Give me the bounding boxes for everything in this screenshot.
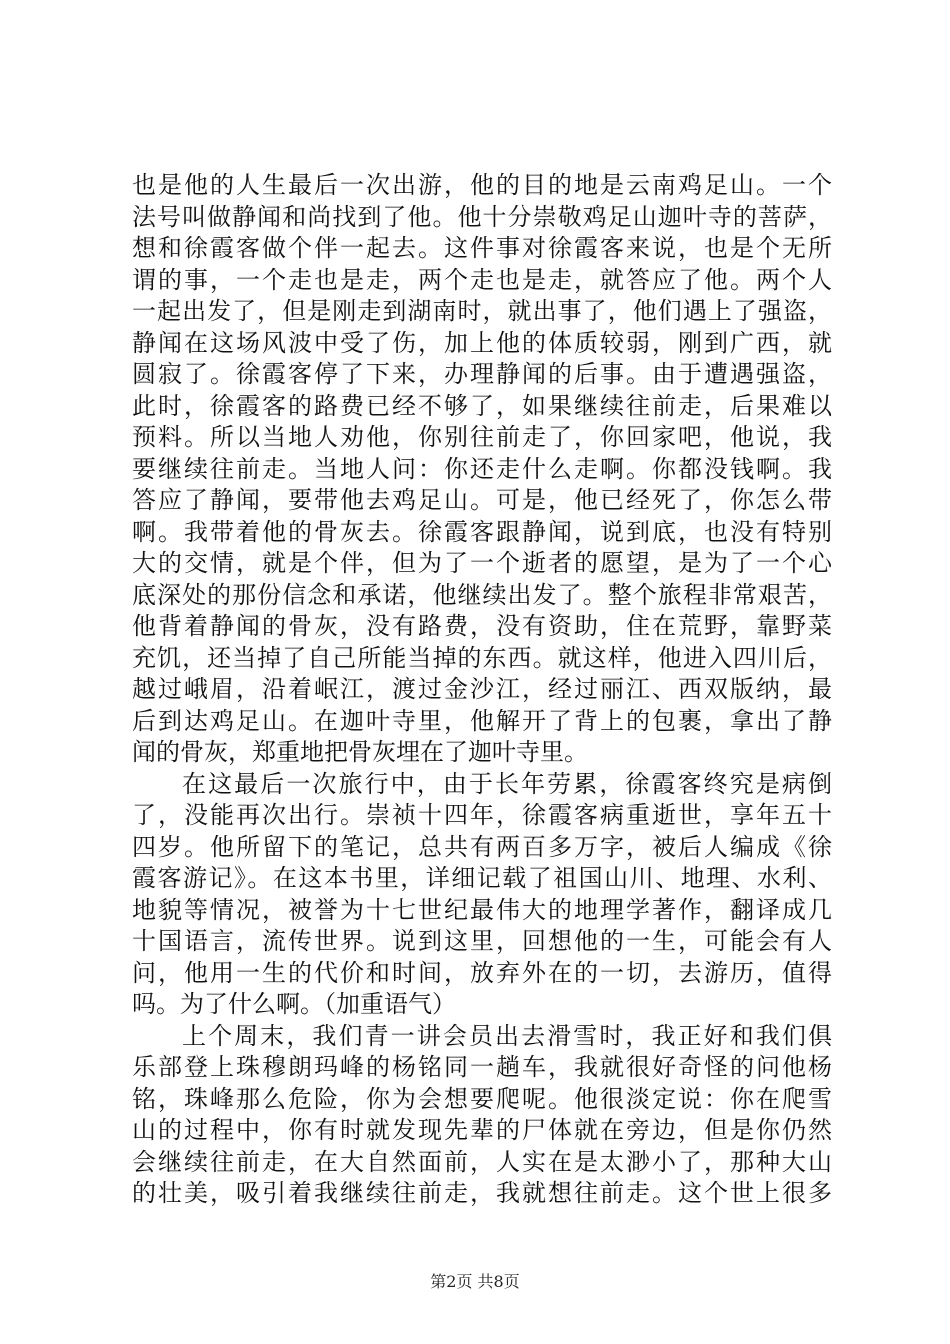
body-text (132, 170, 832, 1210)
text-line: 预料。所以当地人劝他，你别往前走了，你回家吧，他说，我 (132, 423, 832, 451)
text-line: 闻的骨灰，郑重地把骨灰埋在了迦叶寺里。 (132, 738, 588, 766)
text-line: 了，没能再次出行。崇祯十四年，徐霞客病重逝世，享年五十 (132, 801, 832, 829)
text-line: 啊。我带着他的骨灰去。徐霞客跟静闻，说到底，也没有特别 (132, 517, 832, 546)
text-line: 底深处的那份信念和承诺，他继续出发了。整个旅程非常艰苦， (132, 580, 832, 609)
text-line: 吗。为了什么啊。（加重语气） (132, 990, 456, 1018)
text-line: 答应了静闻，要带他去鸡足山。可是，他已经死了，你怎么带 (132, 486, 832, 514)
text-line: 一起出发了，但是刚走到湖南时，就出事了，他们遇上了强盗， (132, 297, 832, 325)
text-line: 大的交情，就是个伴，但为了一个逝者的愿望，是为了一个心 (132, 549, 832, 577)
text-line: 山的过程中，你有时就发现先辈的尸体就在旁边，但是你仍然 (132, 1116, 832, 1144)
paragraph-first-line: 上个周末，我们青一讲会员出去滑雪时，我正好和我们俱 (182, 1021, 832, 1050)
text-line: 四岁。他所留下的笔记，总共有两百多万字，被后人编成《徐 (132, 832, 832, 861)
text-line: 也是他的人生最后一次出游，他的目的地是云南鸡足山。一个 (132, 171, 832, 199)
text-line: 的壮美，吸引着我继续往前走，我就想往前走。这个世上很多 (132, 1179, 832, 1207)
paragraph-first-line: 在这最后一次旅行中，由于长年劳累，徐霞客终究是病倒 (182, 769, 832, 798)
page-number-footer: 第2页 共8页 (430, 1272, 520, 1291)
text-line: 会继续往前走，在大自然面前，人实在是太渺小了，那种大山 (132, 1147, 832, 1176)
text-line: 越过峨眉，沿着岷江，渡过金沙江，经过丽江、西双版纳，最 (132, 675, 832, 703)
text-line: 想和徐霞客做个伴一起去。这件事对徐霞客来说，也是个无所 (132, 234, 832, 262)
text-line: 铭，珠峰那么危险，你为会想要爬呢。他很淡定说：你在爬雪 (132, 1084, 832, 1113)
text-line: 法号叫做静闻和尚找到了他。他十分崇敬鸡足山迦叶寺的菩萨， (132, 202, 832, 231)
text-line: 要继续往前走。当地人问：你还走什么走啊。你都没钱啊。我 (132, 454, 832, 483)
text-line: 问，他用一生的代价和时间，放弃外在的一切，去游历，值得 (132, 958, 832, 987)
text-line: 他背着静闻的骨灰，没有路费，没有资助，住在荒野，靠野菜 (132, 612, 832, 640)
text-line: 后到达鸡足山。在迦叶寺里，他解开了背上的包裹，拿出了静 (132, 706, 832, 735)
text-line: 此时，徐霞客的路费已经不够了，如果继续往前走，后果难以 (132, 391, 832, 420)
text-line: 谓的事，一个走也是走，两个走也是走，就答应了他。两个人 (132, 265, 832, 294)
text-line: 十国语言，流传世界。说到这里，回想他的一生，可能会有人 (132, 927, 832, 955)
text-line: 乐部登上珠穆朗玛峰的杨铭同一趟车，我就很好奇怪的问他杨 (132, 1053, 832, 1081)
text-line: 霞客游记》。在这本书里，详细记载了祖国山川、地理、水利、 (132, 864, 832, 892)
text-line: 静闻在这场风波中受了伤，加上他的体质较弱，刚到广西，就 (132, 328, 832, 357)
text-line: 充饥，还当掉了自己所能当掉的东西。就这样，他进入四川后， (132, 643, 832, 672)
text-line: 地貌等情况，被誉为十七世纪最伟大的地理学著作，翻译成几 (132, 895, 832, 924)
text-line: 圆寂了。徐霞客停了下来，办理静闻的后事。由于遭遇强盗， (132, 360, 832, 388)
